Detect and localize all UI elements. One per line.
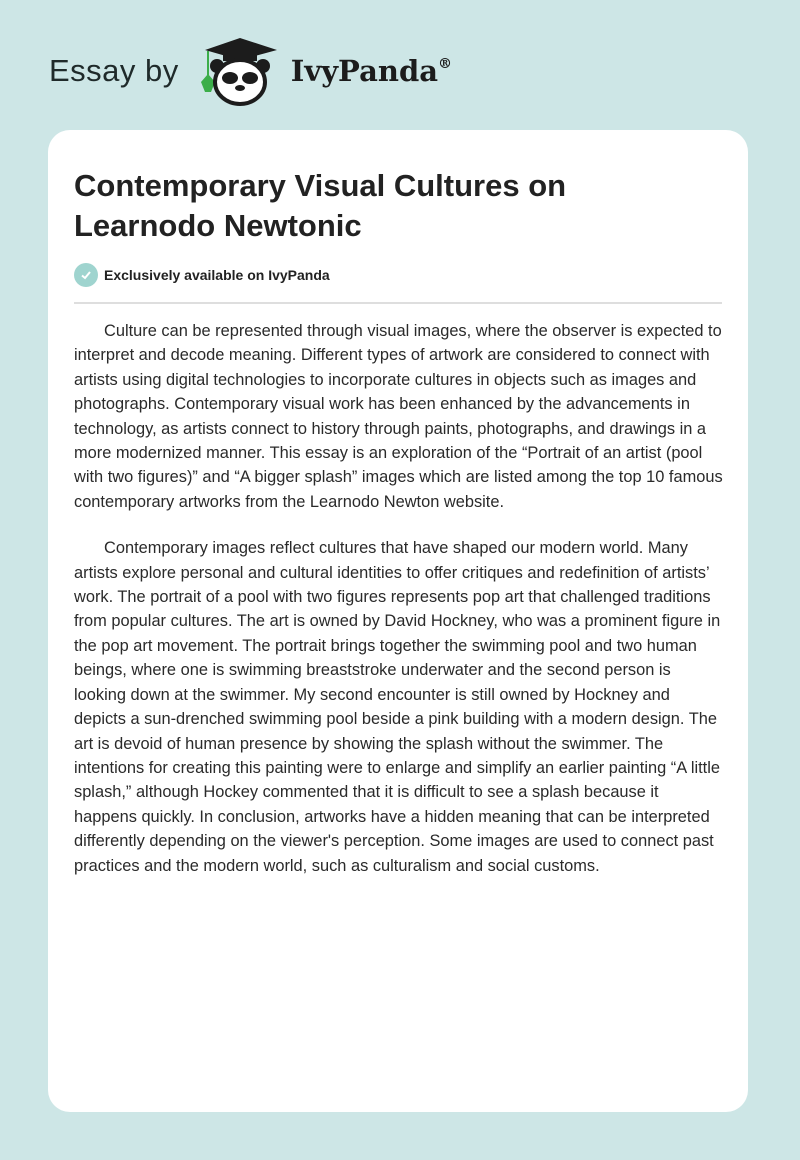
check-icon [74,263,98,287]
paragraph: Contemporary images reflect cultures that have shaped our modern world. Many artists explore personal and cultural identities to offer critiques and redefinition of artists’ work. The portrait of a pool with two figures represents pop art that challenged traditions from popular cultures. The art is owned by David Hockney, who was a prominent figure in the pop art movement. The portrait brings together the swimming pool and two human beings, where one is swimming breaststroke underwater and the second person is looking down at the swimmer. My second encounter is still owned by Hockney and depicts a sun-drenched swimming pool beside a pink building with a modern design. The art is devoid of human presence by showing the splash without the swimmer. The intentions for creating this painting were to enlarge and simplify an earlier painting “A little splash,” although Hockey commented that it is difficult to see a splash because it happens quickly. In conclusion, artworks have a hidden meaning that can be interpreted differently depending on the viewer's perception. Some images are used to connect past practices and the modern world, such as culturalism and social customs. [74,539,721,875]
divider [74,302,722,304]
badge-text: Exclusively available on IvyPanda [104,267,330,283]
page-title: Contemporary Visual Cultures on Learnodo Newtonic [74,168,567,243]
ivypanda-logo[interactable] [197,36,452,106]
panda-graduate-icon [197,36,283,106]
exclusive-badge [74,263,330,287]
essay-card [48,130,748,1112]
paragraph: Culture can be represented through visual images, where the observer is expected to interpret and decode meaning. Different types of artwork are considered to connect with artists using digital technologies to incorporate cultures in objects such as images and photographs. Contemporary visual work has been enhanced by the advancements in technology, as artists connect to history through paints, photographs, and drawings in a more modernized manner. This essay is an exploration of the “Portrait of an artist (pool with two figures)” and “A bigger splash” images which are listed among the top 10 famous contemporary artworks from the Learnodo Newton website. [74,322,723,511]
site-header [49,36,452,106]
brand-text: IvyPanda [290,54,439,88]
essay-by-label: Essay by [49,53,179,88]
essay-body [74,319,726,900]
brand-name [291,54,452,88]
registered-mark: ® [438,56,453,72]
